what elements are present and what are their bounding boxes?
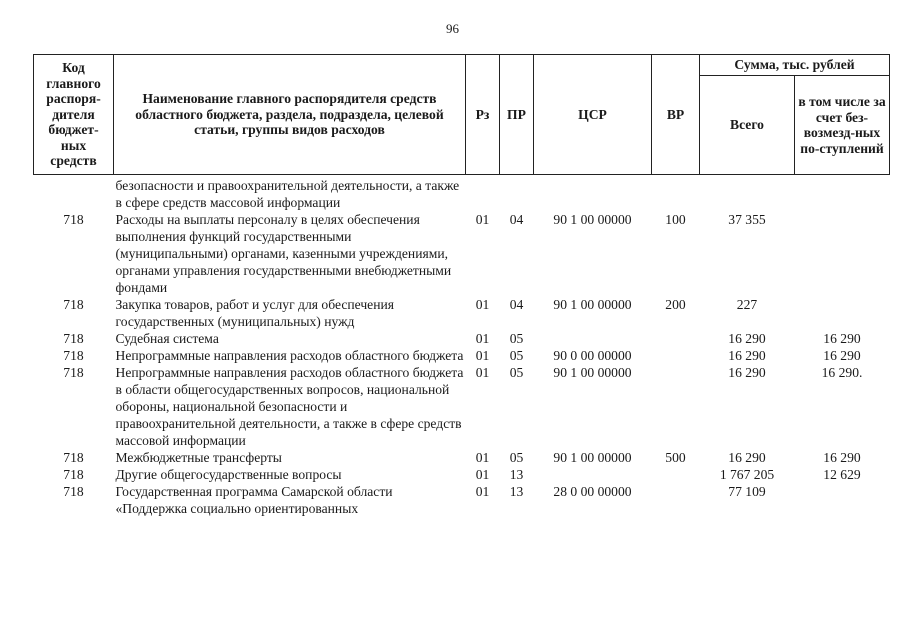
cell-code: 718: [63, 450, 84, 465]
cell-pr: [500, 175, 534, 212]
cell-free: 16 290: [823, 331, 861, 346]
cell-total: 1 767 205: [719, 467, 775, 482]
cell-free: 16 290: [823, 348, 861, 363]
cell-code: 718: [63, 331, 84, 346]
table-row: [34, 330, 890, 347]
cell-vr: 100: [665, 212, 686, 227]
cell-rz: 01: [475, 348, 490, 363]
table-header: [34, 55, 890, 175]
cell-pr: 13: [509, 467, 524, 482]
cell-rz: 01: [475, 212, 490, 227]
cell-name: Другие общегосударственные вопросы: [115, 467, 342, 482]
table-row: [34, 449, 890, 466]
page-number: 96: [446, 21, 459, 36]
cell-csr: [534, 330, 652, 347]
cell-rz: 01: [475, 365, 490, 380]
cell-name: безопасности и правоохранительной деятельности, а также в сфере средств массовой информации: [115, 178, 460, 210]
table-row: [34, 296, 890, 330]
cell-pr: 05: [509, 365, 524, 380]
cell-code: 718: [63, 348, 84, 363]
header-code: Код главного распоря-дителя бюджет-ных средств: [34, 55, 114, 175]
cell-vr: [652, 483, 700, 517]
cell-pr: 04: [509, 297, 524, 312]
budget-table: [33, 54, 890, 517]
cell-rz: 01: [475, 467, 490, 482]
cell-code: 718: [63, 365, 84, 380]
cell-vr: 500: [665, 450, 686, 465]
cell-vr: [652, 347, 700, 364]
cell-vr: [652, 466, 700, 483]
cell-name: Непрограммные направления расходов областного бюджета: [115, 348, 464, 363]
cell-name: Непрограммные направления расходов областного бюджета в области общегосударственных вопросов, национальной обороны, национальной безопасности и правоохранительной деятельности, а также в сфере средств массовой информации: [115, 365, 464, 448]
cell-name: Межбюджетные трансферты: [115, 450, 282, 465]
cell-csr: 28 0 00 00000: [553, 484, 632, 499]
cell-csr: 90 1 00 00000: [553, 365, 632, 380]
cell-csr: 90 0 00 00000: [553, 348, 632, 363]
table-row: [34, 466, 890, 483]
cell-rz: 01: [475, 484, 490, 499]
header-free: в том числе за счет без-возмезд-ных по-ступлений: [795, 76, 890, 175]
cell-name: Судебная система: [115, 331, 219, 346]
table-row: [34, 364, 890, 449]
cell-vr: [652, 330, 700, 347]
cell-code: 718: [63, 467, 84, 482]
table-row: [34, 211, 890, 296]
cell-vr: 200: [665, 297, 686, 312]
cell-rz: 01: [475, 450, 490, 465]
cell-total: 16 290: [728, 348, 766, 363]
cell-pr: 05: [509, 450, 524, 465]
cell-vr: [652, 175, 700, 212]
table-body: [34, 175, 890, 518]
cell-pr: 05: [509, 331, 524, 346]
cell-vr: [652, 364, 700, 449]
cell-pr: 13: [509, 484, 524, 499]
header-name: Наименование главного распорядителя средств областного бюджета, раздела, подраздела, целевой статьи, группы видов расходов: [114, 55, 466, 175]
cell-code: 718: [63, 212, 84, 227]
table-row: [34, 175, 890, 212]
cell-csr: 90 1 00 00000: [553, 450, 632, 465]
cell-csr: 90 1 00 00000: [553, 297, 632, 312]
table-row: [34, 347, 890, 364]
cell-rz: 01: [475, 297, 490, 312]
cell-free: [795, 296, 890, 330]
cell-csr: [534, 175, 652, 212]
cell-pr: 05: [509, 348, 524, 363]
cell-code: [34, 175, 114, 212]
header-sum: Сумма, тыс. рублей: [700, 55, 890, 76]
cell-free: [795, 483, 890, 517]
cell-pr: 04: [509, 212, 524, 227]
cell-total: 16 290: [728, 331, 766, 346]
cell-rz: 01: [475, 331, 490, 346]
header-vr: ВР: [652, 55, 700, 175]
cell-free: 12 629: [823, 467, 861, 482]
header-rz: Рз: [466, 55, 500, 175]
header-total: Всего: [700, 76, 795, 175]
cell-free: [795, 211, 890, 296]
cell-total: [700, 175, 795, 212]
cell-code: 718: [63, 297, 84, 312]
cell-name: Закупка товаров, работ и услуг для обеспечения государственных (муниципальных) нужд: [115, 297, 394, 329]
cell-csr: 90 1 00 00000: [553, 212, 632, 227]
cell-code: 718: [63, 484, 84, 499]
cell-rz: [466, 175, 500, 212]
cell-total: 37 355: [728, 212, 766, 227]
cell-free: [795, 175, 890, 212]
cell-total: 227: [736, 297, 758, 312]
cell-total: 16 290: [728, 365, 766, 380]
table-row: [34, 483, 890, 517]
cell-free: 16 290: [823, 450, 861, 465]
cell-name: Расходы на выплаты персоналу в целях обеспечения выполнения функций государственными (муниципальными) органами, казенными учреждениями, органами управления государственными внебюджетными фондами: [115, 212, 452, 295]
cell-name: Государственная программа Самарской области «Поддержка социально ориентированных: [115, 484, 393, 516]
header-pr: ПР: [500, 55, 534, 175]
header-csr: ЦСР: [534, 55, 652, 175]
cell-free: 16 290.: [821, 365, 863, 380]
cell-total: 16 290: [728, 450, 766, 465]
cell-csr: [534, 466, 652, 483]
cell-total: 77 109: [728, 484, 766, 499]
